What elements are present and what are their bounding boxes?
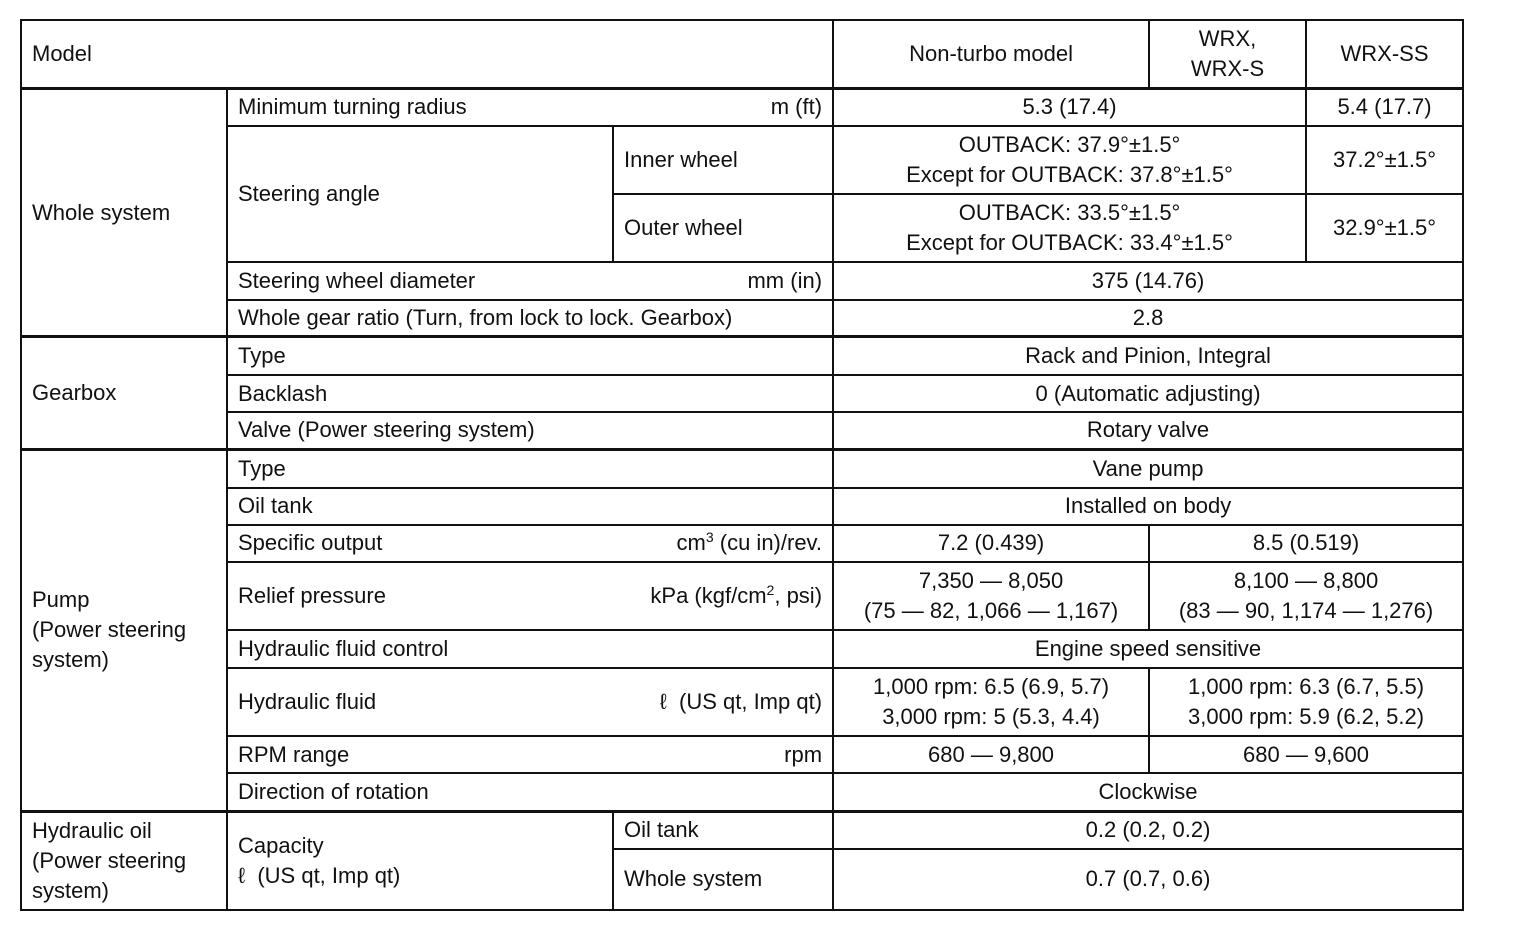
- wheel-diameter-label: Steering wheel diameter: [238, 267, 476, 293]
- steering-angle-label: Steering angle: [227, 126, 613, 263]
- row-inner-wheel: [21, 126, 1463, 194]
- row-oil-capacity-tank: [21, 811, 1463, 848]
- relief-pressure-unit-post: , psi): [774, 583, 823, 609]
- header-wrx-line2: WRX-S: [1190, 55, 1265, 81]
- relief-pressure-non-turbo: [833, 562, 1149, 630]
- row-gear-ratio: [21, 300, 1463, 337]
- hydraulic-fluid-wrx: [1149, 668, 1463, 736]
- row-rpm-range: [21, 736, 1463, 773]
- turning-radius-wrx-ss: 5.4 (17.7): [1306, 88, 1463, 125]
- turning-radius-label: Minimum turning radius: [238, 94, 467, 120]
- row-gearbox-type: [21, 337, 1463, 375]
- inner-wheel-value: [833, 126, 1306, 194]
- fluid-wrx-line1: 1,000 rpm: 6.3 (6.7, 5.5): [1188, 673, 1425, 699]
- capacity-oil-tank-label: Oil tank: [613, 811, 833, 848]
- specific-output-label: Specific output: [238, 530, 383, 556]
- group-gearbox: Gearbox: [21, 337, 227, 450]
- fluid-control-value: Engine speed sensitive: [833, 630, 1463, 667]
- backlash-label: Backlash: [227, 375, 833, 412]
- capacity-line1: Capacity: [238, 832, 324, 858]
- hydraulic-fluid-label: Hydraulic fluid: [238, 688, 377, 714]
- gear-ratio-label: Whole gear ratio (Turn, from lock to lock. Gearbox): [227, 300, 833, 337]
- header-wrx-line1: WRX,: [1198, 25, 1257, 51]
- outer-wheel-line2: Except for OUTBACK: 33.4°±1.5°: [906, 230, 1233, 256]
- row-hydraulic-fluid: [21, 668, 1463, 736]
- specific-output-unit-post: (cu in)/rev.: [713, 530, 823, 556]
- steering-spec-table: [20, 19, 1464, 911]
- fluid-wrx-line2: 3,000 rpm: 5.9 (6.2, 5.2): [1188, 703, 1425, 729]
- pump-group-line3: system): [32, 647, 109, 673]
- relief-wrx-line1: 8,100 — 8,800: [1233, 568, 1379, 594]
- row-valve: [21, 412, 1463, 449]
- capacity-line2: ℓ (US qt, Imp qt): [238, 862, 401, 888]
- row-turning-radius: [21, 88, 1463, 125]
- inner-wheel-line1: OUTBACK: 37.9°±1.5°: [958, 131, 1181, 157]
- rpm-range-label: RPM range: [238, 741, 350, 767]
- row-direction: [21, 773, 1463, 811]
- direction-label: Direction of rotation: [227, 773, 833, 811]
- hydraulic-fluid-non-turbo: [833, 668, 1149, 736]
- wheel-diameter-value: 375 (14.76): [833, 262, 1463, 299]
- rpm-range-non-turbo: 680 — 9,800: [833, 736, 1149, 773]
- backlash-value: 0 (Automatic adjusting): [833, 375, 1463, 412]
- relief-wrx-line2: (83 — 90, 1,174 — 1,276): [1178, 598, 1434, 624]
- outer-wheel-wrx-ss: 32.9°±1.5°: [1306, 194, 1463, 262]
- hydraulic-oil-group-line1: Hydraulic oil: [32, 817, 152, 843]
- oil-tank-label: Oil tank: [227, 488, 833, 525]
- specific-output-non-turbo: 7.2 (0.439): [833, 525, 1149, 562]
- specific-output-unit-sup: 3: [705, 529, 714, 546]
- rpm-range-label-cell: [227, 736, 833, 773]
- outer-wheel-value: [833, 194, 1306, 262]
- relief-non-turbo-line2: (75 — 82, 1,066 — 1,167): [863, 598, 1119, 624]
- capacity-whole-system-value: 0.7 (0.7, 0.6): [833, 849, 1463, 910]
- row-pump-type: [21, 449, 1463, 487]
- inner-wheel-wrx-ss: 37.2°±1.5°: [1306, 126, 1463, 194]
- turning-radius-unit: m (ft): [770, 94, 823, 120]
- relief-pressure-label-cell: [227, 562, 833, 630]
- capacity-whole-system-label: Whole system: [613, 849, 833, 910]
- turning-radius-value: 5.3 (17.4): [833, 88, 1306, 125]
- header-non-turbo: Non-turbo model: [833, 20, 1149, 88]
- turning-radius-label-cell: [227, 88, 833, 125]
- capacity-label: [227, 811, 613, 910]
- inner-wheel-label: Inner wheel: [613, 126, 833, 194]
- pump-group-line2: (Power steering: [32, 617, 187, 643]
- wheel-diameter-unit: mm (in): [747, 267, 823, 293]
- capacity-oil-tank-value: 0.2 (0.2, 0.2): [833, 811, 1463, 848]
- outer-wheel-label: Outer wheel: [613, 194, 833, 262]
- pump-type-label: Type: [227, 449, 833, 487]
- header-model: Model: [21, 20, 833, 88]
- valve-value: Rotary valve: [833, 412, 1463, 449]
- relief-pressure-label: Relief pressure: [238, 583, 386, 609]
- inner-wheel-line2: Except for OUTBACK: 37.8°±1.5°: [906, 161, 1233, 187]
- row-specific-output: [21, 525, 1463, 562]
- group-hydraulic-oil: [21, 811, 227, 910]
- specific-output-unit-pre: cm: [676, 530, 706, 556]
- hydraulic-oil-group-line3: system): [32, 877, 109, 903]
- row-wheel-diameter: [21, 262, 1463, 299]
- gearbox-type-value: Rack and Pinion, Integral: [833, 337, 1463, 375]
- row-backlash: [21, 375, 1463, 412]
- specific-output-label-cell: [227, 525, 833, 562]
- gear-ratio-value: 2.8: [833, 300, 1463, 337]
- rpm-range-wrx: 680 — 9,600: [1149, 736, 1463, 773]
- relief-pressure-unit-sup: 2: [766, 582, 775, 599]
- header-wrx-ss: WRX-SS: [1306, 20, 1463, 88]
- group-whole-system: Whole system: [21, 88, 227, 336]
- pump-type-value: Vane pump: [833, 449, 1463, 487]
- header-wrx: [1149, 20, 1306, 88]
- hydraulic-fluid-unit: ℓ (US qt, Imp qt): [659, 688, 823, 714]
- relief-pressure-unit-pre: kPa (kgf/cm: [650, 583, 767, 609]
- header-row: [21, 20, 1463, 88]
- specific-output-wrx: 8.5 (0.519): [1149, 525, 1463, 562]
- oil-tank-value: Installed on body: [833, 488, 1463, 525]
- relief-pressure-wrx: [1149, 562, 1463, 630]
- relief-non-turbo-line1: 7,350 — 8,050: [918, 568, 1064, 594]
- hydraulic-fluid-label-cell: [227, 668, 833, 736]
- pump-group-line1: Pump: [32, 587, 90, 613]
- fluid-non-turbo-line1: 1,000 rpm: 6.5 (6.9, 5.7): [873, 673, 1110, 699]
- valve-label: Valve (Power steering system): [227, 412, 833, 449]
- rpm-range-unit: rpm: [784, 741, 823, 767]
- hydraulic-oil-group-line2: (Power steering: [32, 847, 187, 873]
- gearbox-type-label: Type: [227, 337, 833, 375]
- fluid-control-label: Hydraulic fluid control: [227, 630, 833, 667]
- wheel-diameter-label-cell: [227, 262, 833, 299]
- row-oil-tank: [21, 488, 1463, 525]
- row-fluid-control: [21, 630, 1463, 667]
- group-pump: [21, 449, 227, 811]
- fluid-non-turbo-line2: 3,000 rpm: 5 (5.3, 4.4): [882, 703, 1100, 729]
- relief-pressure-unit: [650, 581, 822, 611]
- outer-wheel-line1: OUTBACK: 33.5°±1.5°: [958, 200, 1181, 226]
- direction-value: Clockwise: [833, 773, 1463, 811]
- row-relief-pressure: [21, 562, 1463, 630]
- specific-output-unit: [677, 528, 823, 558]
